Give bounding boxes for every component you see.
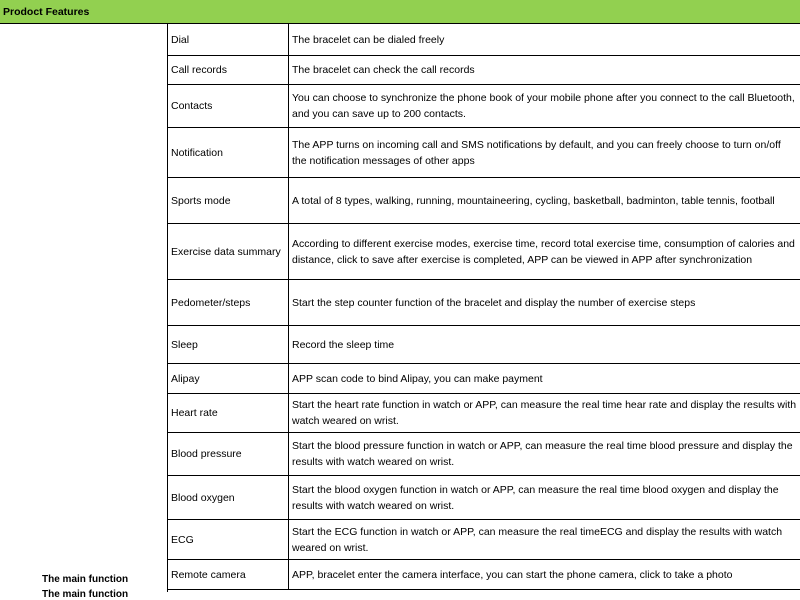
feature-name: Remote camera — [168, 560, 289, 589]
feature-description: Start the ECG function in watch or APP, can measure the real timeECG and display the results with watch weared on wrist. — [292, 525, 783, 554]
feature-name: Alipay — [168, 364, 289, 393]
feature-name: Blood pressure — [168, 433, 289, 475]
feature-description: The bracelet can check the call records — [292, 64, 475, 76]
feature-name: Sports mode — [168, 178, 289, 223]
table-row — [168, 560, 800, 590]
table-header — [0, 0, 800, 24]
feature-name: Blood oxygen — [168, 476, 289, 519]
table-row — [168, 128, 800, 178]
table-row — [168, 178, 800, 224]
table-row — [168, 433, 800, 476]
feature-name: Pedometer/steps — [168, 280, 289, 325]
table-row — [168, 364, 800, 394]
feature-description: You can choose to synchronize the phone book of your mobile phone after you connect to the call Bluetooth, and you can save up to 200 contacts. — [292, 92, 795, 120]
feature-description: The bracelet can be dialed freely — [292, 33, 445, 46]
table-row — [168, 280, 800, 326]
category-label-cut: The main function — [42, 589, 129, 600]
feature-name: Notification — [168, 128, 289, 177]
table-row — [168, 394, 800, 433]
feature-name: Exercise data summary — [168, 224, 289, 279]
feature-description: APP, bracelet enter the camera interface, you can start the phone camera, click to take a photo — [292, 568, 733, 581]
feature-name: ECG — [168, 520, 289, 559]
feature-name: Contacts — [168, 85, 289, 127]
table-row — [168, 24, 800, 56]
table-row — [168, 224, 800, 280]
feature-description: A total of 8 types, walking, running, mountaineering, cycling, basketball, badminton, table tennis, football — [292, 194, 775, 207]
category-label: The main function — [42, 574, 129, 585]
feature-description: APP scan code to bind Alipay, you can make payment — [292, 372, 543, 385]
table-row — [168, 476, 800, 520]
feature-description: According to different exercise modes, exercise time, record total exercise time, consumption of calories and distance, click to save after exercise is completed, APP can be viewed in APP after synchronization — [292, 237, 795, 266]
feature-name: Dial — [168, 24, 289, 55]
feature-description: Start the blood oxygen function in watch or APP, can measure the real time blood oxygen and display the results with watch weared on wrist. — [292, 483, 779, 512]
category-cell — [0, 24, 168, 600]
table-row — [168, 85, 800, 128]
table-row — [168, 520, 800, 560]
feature-name: Sleep — [168, 326, 289, 363]
feature-description: Record the sleep time — [292, 338, 395, 351]
feature-description: The APP turns on incoming call and SMS notifications by default, and you can freely choose to turn on/off the notification messages of other apps — [292, 138, 781, 167]
feature-name: Heart rate — [168, 394, 289, 432]
feature-name: Call records — [168, 56, 289, 84]
feature-description: Start the blood pressure function in watch or APP, can measure the real time blood pressure and display the results with watch weared on wrist. — [292, 440, 793, 468]
feature-description: Start the heart rate function in watch or APP, can measure the real time hear rate and display the results with watch weared on wrist. — [292, 399, 797, 427]
feature-description: Start the step counter function of the bracelet and display the number of exercise steps — [292, 296, 696, 309]
header-title: Prodoct Features — [3, 6, 90, 18]
table-row — [168, 56, 800, 85]
table-row — [168, 326, 800, 364]
